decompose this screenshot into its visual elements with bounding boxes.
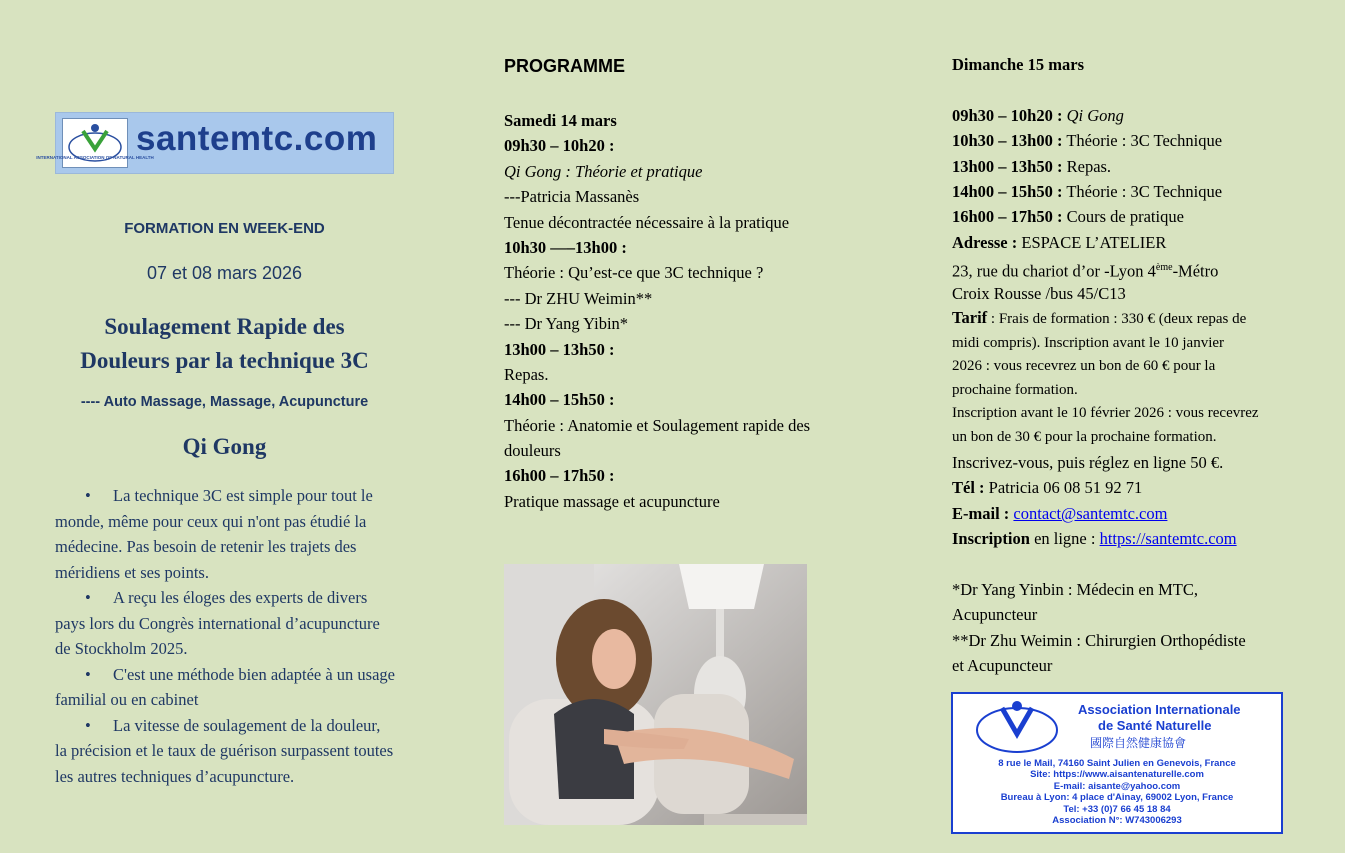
site-logo	[36, 112, 394, 174]
sunday-session	[952, 128, 1222, 153]
phone: Tél : Patricia 06 08 51 92 71	[952, 478, 1143, 498]
session-title: douleurs	[504, 441, 561, 461]
session-time: 13h00 – 13h50 :	[504, 339, 615, 359]
tarif-block: Tarif : Frais de formation : 330 € (deux repas de midi compris). Inscription avant le 10 janvier 2026 : vous recevrez un bon de 60 € pour la prochaine formation. Inscription avant le 10 février 2026 : vous recevrez un bon de 30 € pour la prochaine formation.	[952, 308, 1259, 445]
session-time: 14h00 – 15h50 :	[504, 390, 615, 410]
sunday-programme	[952, 52, 1222, 306]
session-title: Cours de pratique	[1066, 207, 1184, 227]
main-title-line1: Soulagement Rapide des	[104, 314, 345, 339]
footnote: **Dr Zhu Weimin : Chirurgien Orthopédiste	[952, 630, 1246, 650]
session-title: Repas.	[504, 364, 549, 384]
session-note: Tenue décontractée nécessaire à la pratique	[504, 212, 790, 232]
address-line: 23, rue du chariot d’or -Lyon 4ème-Métro	[952, 261, 1219, 281]
address-line: Croix Rousse /bus 45/C13	[952, 283, 1126, 303]
session-title: Théorie : 3C Technique	[1066, 131, 1223, 151]
footnote: Acupuncteur	[952, 605, 1038, 625]
address	[952, 230, 1222, 255]
contact-block	[952, 450, 1246, 679]
session-time: 13h00 – 13h50 :	[952, 156, 1063, 176]
massage-photo	[504, 564, 807, 825]
stamp-name2: de Santé Naturelle	[1098, 718, 1212, 733]
session-title: Théorie : 3C Technique	[1066, 181, 1223, 201]
site-name: santemtc.com	[136, 119, 378, 158]
registration-link[interactable]: https://santemtc.com	[1099, 529, 1237, 549]
main-title	[40, 310, 409, 378]
session-speaker: --- Dr Yang Yibin*	[504, 314, 629, 334]
bullet-list	[55, 483, 395, 789]
sunday-session	[952, 154, 1222, 179]
sunday-session	[952, 204, 1222, 229]
payment-note: Inscrivez-vous, puis réglez en ligne 50 €.	[952, 453, 1224, 472]
saturday-programme	[504, 108, 810, 514]
phone-number: Patricia 06 08 51 92 71	[988, 478, 1143, 498]
programme-heading: PROGRAMME	[504, 56, 625, 76]
session-title: Qi Gong	[1066, 105, 1124, 125]
list-item: • La technique 3C est simple pour tout le monde, même pour ceux qui n'ont pas étudié la médecine. Pas besoin de retenir les trajets des méridiens et ses points.	[55, 483, 395, 585]
session-time: 10h30 – 13h00 :	[952, 131, 1063, 151]
footnote: *Dr Yang Yinbin : Médecin en MTC,	[952, 579, 1198, 599]
email-link[interactable]: contact@santemtc.com	[1013, 503, 1168, 523]
session-time: 09h30 – 10h20 :	[952, 105, 1063, 125]
session-title: Pratique massage et acupuncture	[504, 491, 720, 511]
qigong-heading: Qi Gong	[182, 434, 267, 459]
bullet-icon: •	[85, 715, 91, 735]
session-time: 09h30 – 10h20 :	[504, 136, 615, 156]
stamp-emblem-icon	[957, 698, 1077, 758]
session-time: 10h30 —–13h00 :	[504, 237, 627, 257]
footnote: et Acupuncteur	[952, 656, 1053, 676]
emblem-figure-icon	[36, 119, 154, 167]
session-title: Théorie : Qu’est-ce que 3C technique ?	[504, 263, 764, 283]
session-time: 16h00 – 17h50 :	[504, 466, 615, 486]
session-time: 16h00 – 17h50 :	[952, 207, 1063, 227]
formation-label: FORMATION EN WEEK-END	[124, 220, 325, 237]
registration: Inscription en ligne : https://santemtc.com	[952, 529, 1237, 549]
sunday-session	[952, 179, 1222, 204]
address-name: ESPACE L’ATELIER	[1021, 232, 1167, 252]
association-stamp	[951, 692, 1283, 834]
spacer	[952, 77, 1222, 102]
session-title: Repas.	[1066, 156, 1112, 176]
saturday-date: Samedi 14 mars	[504, 111, 617, 130]
main-title-line2: Douleurs par la technique 3C	[80, 348, 369, 373]
spacer	[952, 552, 1246, 577]
association-emblem	[36, 118, 154, 168]
session-speaker: --- Dr ZHU Weimin**	[504, 288, 653, 308]
bullet-icon: •	[85, 664, 91, 684]
session-time: 14h00 – 15h50 :	[952, 181, 1063, 201]
bullet-icon: •	[85, 486, 91, 505]
email: E-mail : contact@santemtc.com	[952, 503, 1168, 523]
sunday-date: Dimanche 15 mars	[952, 55, 1084, 74]
session-speaker: ---Patricia Massanès	[504, 187, 640, 207]
session-title: Théorie : Anatomie et Soulagement rapide des	[504, 415, 811, 435]
photo-illustration	[504, 564, 807, 825]
sunday-session	[952, 103, 1222, 128]
tarif-label: Tarif	[952, 308, 988, 327]
stamp-name1: Association Internationale	[1078, 702, 1241, 717]
stamp-details: 8 rue le Mail, 74160 Saint Julien en Genevois, France Site: https://www.aisantenaturelle.com E-mail: aisante@yahoo.com Bureau à Lyon: 4 place d'Ainay, 69002 Lyon, France Tel: +33 (0)7 66 45 18 84 Association N°: W743006293	[998, 758, 1236, 827]
list-item: • A reçu les éloges des experts de divers pays lors du Congrès international d’acupuncture de Stockholm 2025.	[55, 585, 395, 662]
bullet-icon: •	[85, 588, 91, 607]
formation-dates: 07 et 08 mars 2026	[146, 263, 303, 283]
address-label: Adresse :	[952, 232, 1018, 252]
list-item: • C'est une méthode bien adaptée à un usage familial ou en cabinet	[55, 662, 395, 713]
list-item: • La vitesse de soulagement de la douleur, la précision et le taux de guérison surpassent toutes les autres techniques d’acupuncture.	[55, 713, 395, 790]
stamp-chinese: 國際自然健康協會	[1090, 736, 1187, 750]
emblem-text: INTERNATIONAL ASSOCIATION OF NATURAL HEALTH	[36, 155, 154, 160]
subtitle: ---- Auto Massage, Massage, Acupuncture	[80, 394, 369, 410]
session-title: Qi Gong : Théorie et pratique	[504, 161, 703, 181]
